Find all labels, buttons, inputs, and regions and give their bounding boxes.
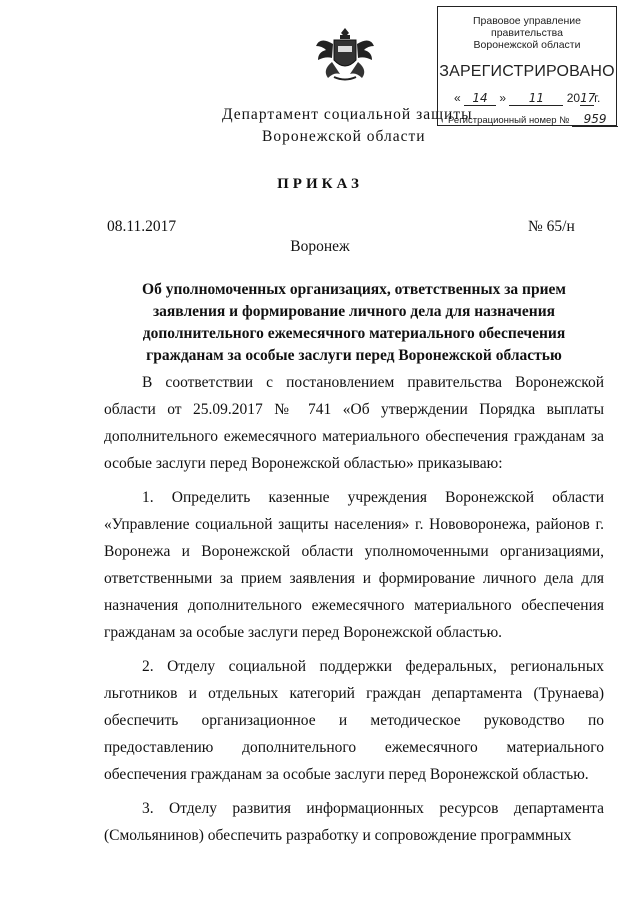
stamp-org-line1: Правовое управление правительства xyxy=(472,15,581,39)
stamp-year: 17 xyxy=(580,91,596,105)
order-type-heading: ПРИКАЗ xyxy=(277,176,363,192)
paragraph-preamble: В соответствии с постановлением правительства Воронежской области от 25.09.2017 № 741 «Об утверждении Порядка выплаты дополнительного ежемесячного материального обеспечения гражданам за особые заслуги перед Воронежской областью» приказываю: xyxy=(104,374,604,472)
stamp-registered-label: ЗАРЕГИСТРИРОВАНО xyxy=(439,63,615,80)
coat-of-arms-emblem xyxy=(310,22,380,84)
stamp-quote-open: « xyxy=(454,91,461,105)
stamp-year-suffix: г. xyxy=(594,91,601,105)
stamp-org-line2: Воронежской области xyxy=(473,39,581,51)
department-line2: Воронежской области xyxy=(262,128,426,145)
stamp-day: 14 xyxy=(464,91,496,106)
paragraph-3: 3. Отделу развития информационных ресурсов департамента (Смольянинов) обеспечить разработку и сопровождение программных xyxy=(104,800,604,844)
paragraph-2: 2. Отделу социальной поддержки федеральных, региональных льготников и отдельных категорий граждан департамента (Трунаева) обеспечить организационное и методическое руководство по предоставлению дополнительного ежемесячного материального обеспечения гражданам за особые заслуги перед Воронежской областью. xyxy=(104,658,604,783)
order-number: № 65/н xyxy=(528,218,575,235)
order-city: Воронеж xyxy=(290,238,350,255)
stamp-year-prefix: 20 xyxy=(566,91,581,105)
order-body xyxy=(104,369,604,849)
stamp-quote-close: » xyxy=(499,91,507,105)
stamp-regnum-label: Регистрационный номер № xyxy=(448,115,570,126)
stamp-month: 11 xyxy=(509,91,563,106)
department-name xyxy=(222,104,473,148)
order-date: 08.11.2017 xyxy=(107,218,177,235)
paragraph-1: 1. Определить казенные учреждения Воронежской области «Управление социальной защиты населения» г. Нововоронежа, районов г. Воронежа и Воронежской области уполномоченными организациями, ответственными за прием заявления и формирование личного дела для назначения дополнительного ежемесячного материального обеспечения гражданам за особые заслуги перед Воронежской областью. xyxy=(104,489,604,641)
department-line1: Департамент социальной защиты xyxy=(222,106,473,123)
order-title: Об уполномоченных организациях, ответственных за прием заявления и формирование личного дела для назначения дополнительного ежемесячного материального обеспечения гражданам за особые заслуги перед Воронежской областью xyxy=(142,281,566,364)
stamp-organization xyxy=(438,15,616,51)
stamp-regnum: 959 xyxy=(572,112,618,127)
